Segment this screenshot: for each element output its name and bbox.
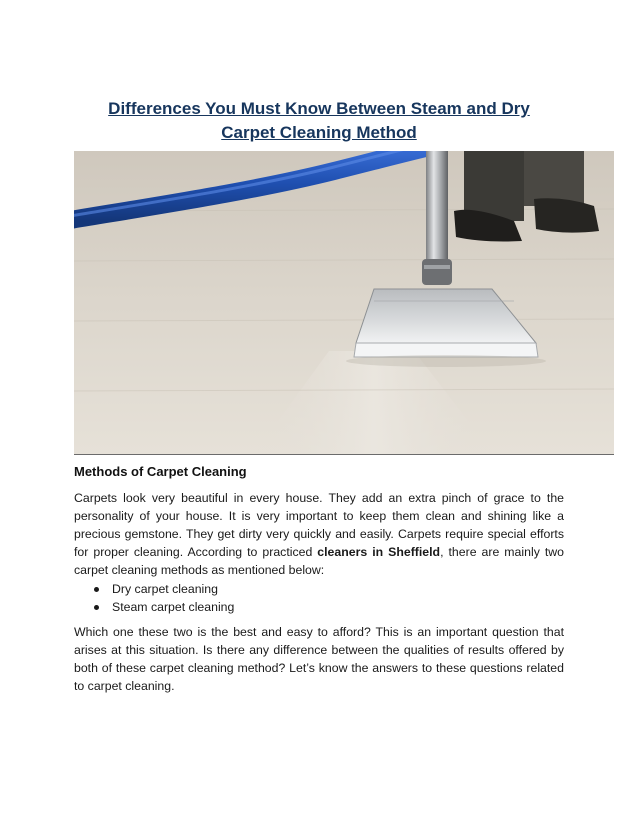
paragraph-intro-tail: , there are mainly two carpet cleaning methods as mentioned below: <box>74 545 564 577</box>
page-title <box>74 97 564 145</box>
paragraph-question: Which one these two is the best and easy to afford? This is an important question that arises at this situation. Is there any difference between the qualities of results offered by both of these carpet cleaning method? Let’s know the answers to these questions related to carpet cleaning. <box>74 625 564 693</box>
carpet-cleaning-photo <box>74 151 614 455</box>
bullet-icon <box>94 587 99 592</box>
paragraph-intro-text: Carpets look very beautiful in every house. They add an extra pinch of grace to the personality of your house. It is very important to keep them clean and shining like a precious gemstone. They get dirty very quickly and easily. Carpets require special efforts for proper cleaning. According to practiced <box>74 491 564 559</box>
list-item <box>74 598 564 616</box>
bullet-icon <box>94 605 99 610</box>
methods-list <box>74 580 564 616</box>
list-item-label: Steam carpet cleaning <box>112 600 235 614</box>
page-title-line2: Carpet Cleaning Method <box>221 123 417 142</box>
list-item <box>74 580 564 598</box>
paragraph-intro <box>74 489 564 579</box>
section-heading: Methods of Carpet Cleaning <box>74 464 247 479</box>
paragraph-intro-bold: cleaners in Sheffield <box>317 545 441 559</box>
list-item-label: Dry carpet cleaning <box>112 582 218 596</box>
page-title-line1: Differences You Must Know Between Steam and Dry <box>108 99 530 118</box>
